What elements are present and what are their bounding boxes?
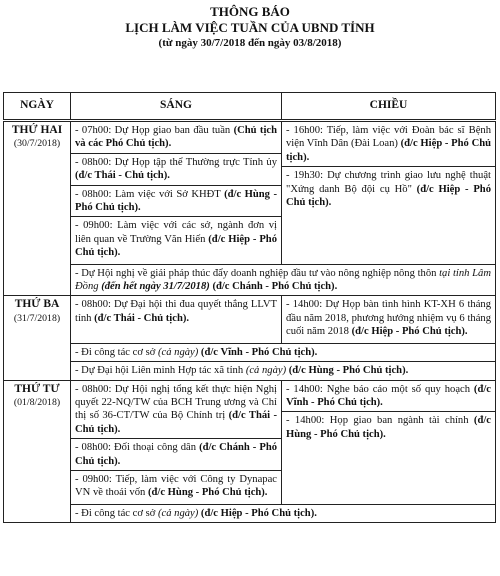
list-item: - 14h00: Nghe báo cáo một số quy hoạch (đ/c Vĩnh - Phó Chủ tịch). — [286, 383, 491, 408]
day-date: (01/8/2018) — [13, 396, 61, 408]
list-item: - 08h00: Đối thoại công dân (đ/c Chánh - Phó Chủ tịch). — [71, 438, 281, 470]
day-name: THỨ BA — [14, 298, 60, 311]
list-item: - 09h00: Làm việc với các sở, ngành đơn vị liên quan về Trường Văn Hiến (đ/c Hiệp - Phó Chủ tịch). — [71, 216, 281, 261]
list-item: - 09h00: Tiếp, làm việc với Công ty Dynapac VN về thoái vốn (đ/c Hùng - Phó Chủ tịch). — [71, 470, 281, 502]
morning-cell-monday — [71, 121, 282, 265]
afternoon-cell-monday — [282, 121, 496, 265]
list-item: - 14h00: Dự Họp bàn tình hình KT-XH 6 tháng đầu năm 2018, phương hướng nhiệm vụ 6 tháng cuối năm 2018 (đ/c Hiệp - Phó Chủ tịch). — [286, 299, 491, 338]
day-row-tuesday — [4, 296, 496, 343]
schedule-table — [3, 92, 496, 523]
notice-date-range: (từ ngày 30/7/2018 đến ngày 03/8/2018) — [158, 37, 342, 49]
afternoon-cell-tuesday — [282, 296, 496, 343]
wide-row-tuesday-2 — [4, 362, 496, 380]
morning-cell-wednesday — [71, 380, 282, 504]
day-date: (31/7/2018) — [13, 312, 61, 324]
wide-row-wednesday — [4, 504, 496, 522]
table-header-row — [4, 93, 496, 121]
list-item: - 08h00: Dự Họp tập thể Thường trực Tỉnh ủy (đ/c Thái - Chủ tịch). — [71, 153, 281, 185]
afternoon-cell-wednesday — [282, 380, 496, 504]
day-row-monday — [4, 121, 496, 265]
day-cell-tuesday — [4, 296, 71, 380]
list-item: - 08h00: Dự Hội nghị tổng kết thực hiện Nghị quyết 22-NQ/TW của BCH Trung ương và Chỉ thị số 36-CT/TW của Bộ Chính trị (đ/c Thái - Chủ tịch). — [75, 383, 277, 435]
list-item: - 08h00: Làm việc với Sở KHĐT (đ/c Hùng - Phó Chủ tịch). — [71, 185, 281, 217]
morning-cell-tuesday — [71, 296, 282, 343]
list-item: - Đi công tác cơ sở (cả ngày) (đ/c Vĩnh - Phó Chủ tịch). — [71, 343, 496, 361]
wide-row-tuesday-1 — [4, 343, 496, 361]
col-header-morning: SÁNG — [71, 93, 282, 121]
list-item: - 14h00: Họp giao ban ngành tài chính (đ/c Hùng - Phó Chủ tịch). — [282, 411, 495, 443]
list-item: - Đi công tác cơ sở (cả ngày) (đ/c Hiệp - Phó Chủ tịch). — [71, 504, 496, 522]
day-name: THỨ HAI — [11, 124, 63, 136]
list-item: - Dự Hội nghị về giải pháp thúc đẩy doanh nghiệp đầu tư vào nông nghiệp nông thôn tại tỉnh Lâm Đồng (đến hết ngày 31/7/2018) (đ/c Chánh - Phó Chủ tịch). — [71, 264, 496, 296]
day-date: (30/7/2018) — [13, 138, 61, 150]
wide-row-monday — [4, 264, 496, 296]
col-header-afternoon: CHIỀU — [282, 93, 496, 121]
notice-title: THÔNG BÁO — [210, 4, 290, 19]
day-name: THỨ TƯ — [14, 382, 60, 395]
list-item: - 07h00: Dự Họp giao ban đầu tuần (Chủ tịch và các Phó Chủ tịch). — [75, 125, 277, 150]
day-cell-monday — [4, 121, 71, 296]
list-item: - 16h00: Tiếp, làm việc với Đoàn bác sĩ Bệnh viện Vĩnh Dân (Đài Loan) (đ/c Hiệp - Phó Chủ tịch). — [286, 125, 492, 163]
list-item: - Dự Đại hội Liên minh Hợp tác xã tỉnh (cả ngày) (đ/c Hùng - Phó Chủ tịch). — [71, 362, 496, 380]
col-header-day: NGÀY — [4, 93, 71, 121]
notice-subtitle: LỊCH LÀM VIỆC TUẦN CỦA UBND TỈNH — [125, 20, 375, 35]
day-row-wednesday — [4, 380, 496, 504]
list-item: - 19h30: Dự chương trình giao lưu nghệ thuật "Xứng danh Bộ đội cụ Hồ" (đ/c Hiệp - Phó Chủ tịch). — [282, 166, 495, 211]
list-item: - 08h00: Dự Đại hội thi đua quyết thắng LLVT tỉnh (đ/c Thái - Chủ tịch). — [75, 299, 277, 324]
day-cell-wednesday — [4, 380, 71, 523]
